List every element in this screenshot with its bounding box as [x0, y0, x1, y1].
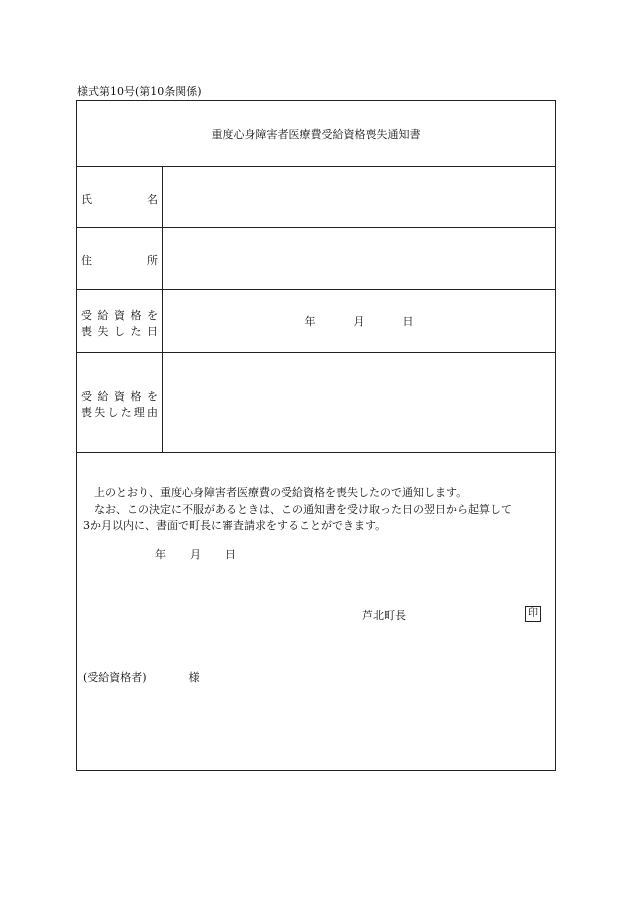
address-label	[77, 228, 163, 289]
loss-reason-label-1-c1: 受	[81, 390, 92, 403]
loss-date-label-1-c3: 資	[114, 309, 125, 322]
loss-date-field[interactable]	[163, 290, 555, 352]
notice-line-3: 3か月以内に、書面で町長に審査請求をすることができます。	[83, 519, 387, 532]
loss-reason-label-1-c3: 資	[114, 390, 125, 403]
notice-form	[76, 100, 556, 771]
loss-date-year-unit: 年	[304, 315, 316, 328]
loss-reason-label-2-c1: 喪	[81, 406, 92, 419]
form-title	[77, 101, 555, 167]
loss-reason-label-2-c6: 由	[146, 406, 158, 419]
address-field[interactable]	[163, 228, 555, 289]
recipient	[83, 669, 200, 685]
loss-reason-field[interactable]	[163, 353, 555, 452]
recipient-honorific: 様	[188, 671, 200, 684]
loss-date-day-unit: 日	[402, 315, 414, 328]
loss-date-label	[77, 290, 163, 352]
name-row	[77, 167, 555, 228]
recipient-label: (受給資格者)	[83, 671, 147, 684]
loss-reason-label-2-c4: た	[120, 406, 132, 419]
notice-date	[155, 546, 236, 562]
address-label-char-1: 住	[81, 254, 92, 267]
loss-date-label-1-c1: 受	[81, 309, 92, 322]
loss-reason-label-2-c5: 理	[133, 406, 145, 419]
loss-date-label-2-c5: 日	[147, 325, 158, 338]
name-field[interactable]	[163, 167, 555, 227]
notice-year-unit: 年	[155, 548, 166, 561]
loss-date-label-2-c2: 失	[97, 325, 109, 338]
loss-reason-label	[77, 353, 163, 452]
loss-date-label-1-c2: 給	[97, 309, 109, 322]
notice-day-unit: 日	[225, 548, 236, 561]
loss-reason-label-1-c4: 格	[130, 390, 142, 403]
form-number: 様式第10号(第10条関係)	[77, 85, 202, 98]
form-title-text: 重度心身障害者医療費受給資格喪失通知書	[211, 127, 421, 141]
notice-month-unit: 月	[190, 548, 201, 561]
loss-date-row	[77, 290, 555, 353]
name-label	[77, 167, 163, 227]
loss-date-label-2-c4: た	[130, 325, 142, 338]
notice-section	[77, 453, 555, 770]
notice-line-1: 上のとおり、重度心身障害者医療費の受給資格を喪失したので通知します。	[94, 486, 468, 499]
address-label-char-2: 所	[147, 254, 158, 267]
name-label-char-2: 名	[147, 193, 158, 206]
loss-reason-label-2-c3: し	[107, 406, 119, 419]
address-row	[77, 228, 555, 290]
loss-reason-label-1-c2: 給	[97, 390, 109, 403]
loss-date-label-2-c1: 喪	[81, 325, 92, 338]
loss-reason-label-1-c5: を	[147, 390, 158, 403]
loss-reason-row	[77, 353, 555, 453]
notice-line-2: なお、この決定に不服があるときは、この通知書を受け取った日の翌日から起算して	[94, 503, 512, 516]
seal-icon: 印	[525, 606, 541, 622]
issuer: 芦北町長	[362, 609, 406, 622]
name-label-char-1: 氏	[81, 193, 92, 206]
loss-reason-label-2-c2: 失	[94, 406, 106, 419]
loss-date-label-1-c4: 格	[130, 309, 142, 322]
loss-date-label-1-c5: を	[147, 309, 158, 322]
loss-date-month-unit: 月	[353, 315, 365, 328]
loss-date-label-2-c3: し	[114, 325, 125, 338]
